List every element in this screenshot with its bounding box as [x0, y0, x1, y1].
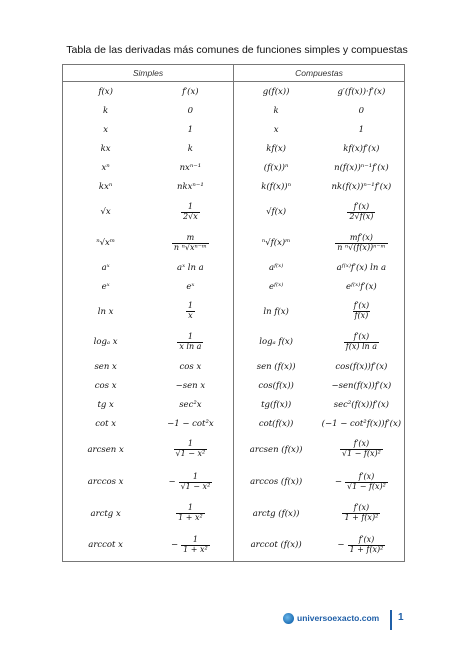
denominator: 2√f(x) [349, 211, 374, 221]
formula: x [103, 124, 109, 135]
formula: nk(f(x))ⁿ⁻¹f′(x) [331, 181, 392, 192]
table-cell [234, 101, 319, 120]
denominator: √1 − x² [180, 481, 211, 491]
table-cell [234, 529, 319, 561]
table-row [63, 277, 404, 296]
table-cell [63, 177, 148, 196]
formula: −sen x [175, 380, 206, 391]
table-cell [63, 228, 148, 258]
formula: f′(x) [182, 86, 199, 97]
fraction [177, 333, 203, 352]
table-cell [148, 327, 233, 357]
table-cell [234, 228, 319, 258]
formula: arcsen (f(x)) [249, 444, 303, 455]
formula: √x [100, 207, 111, 217]
formula: logₐ f(x) [259, 337, 293, 347]
numerator: f′(x) [353, 201, 370, 211]
formula: cos(f(x)) [258, 380, 294, 391]
numerator: 1 [192, 534, 198, 544]
footer-url[interactable]: universoexacto.com [297, 613, 380, 623]
denominator: 2√x [183, 211, 198, 221]
formula: nkxⁿ⁻¹ [176, 181, 204, 192]
denominator: 1 + f(x)² [344, 513, 379, 522]
formula: tg x [97, 399, 114, 410]
table-cell [319, 101, 404, 120]
formula: 0 [358, 105, 365, 116]
fraction [344, 333, 379, 352]
formula: −sen(f(x))f′(x) [331, 380, 392, 391]
table-row [63, 82, 404, 101]
table-cell [148, 414, 233, 433]
table-row [63, 177, 404, 196]
table-row [63, 228, 404, 258]
formula: g(f(x)) [262, 86, 290, 97]
table-cell [234, 376, 319, 395]
numerator: f′(x) [353, 301, 370, 311]
table-row [63, 120, 404, 139]
table-cell [234, 120, 319, 139]
table-cell [63, 139, 148, 158]
table-row [63, 357, 404, 376]
formula: aᶠ⁽ˣ⁾f′(x) ln a [336, 262, 387, 273]
numerator: f′(x) [353, 503, 370, 513]
denominator: x ln a [179, 341, 202, 351]
table-cell [63, 357, 148, 376]
fraction [340, 440, 383, 459]
denominator: f(x) [354, 311, 369, 320]
table-cell [234, 414, 319, 433]
denominator: 1 + f(x)² [349, 544, 384, 554]
formula: xⁿ [101, 162, 110, 173]
table-cell [148, 177, 233, 196]
table-cell [148, 82, 233, 101]
numerator: f′(x) [353, 439, 370, 449]
table-cell [63, 258, 148, 277]
formula: cos x [179, 361, 202, 372]
table-cell [234, 433, 319, 466]
denominator: f(x) ln a [345, 341, 378, 351]
minus-sign: − [168, 477, 176, 487]
formula: kxⁿ [98, 181, 113, 192]
table-cell [63, 101, 148, 120]
formula: 0 [187, 105, 194, 116]
table-cell [148, 376, 233, 395]
table-row [63, 327, 404, 357]
header-compuestas: Compuestas [295, 68, 343, 78]
table-cell [234, 258, 319, 277]
formula: kf(x) [266, 143, 286, 154]
table-row [63, 466, 404, 498]
table-cell [148, 357, 233, 376]
formula: ⁿ√xᵐ [96, 238, 116, 248]
globe-logo-icon [283, 613, 294, 624]
table-row [63, 395, 404, 414]
formula: n(f(x))ⁿ⁻¹f′(x) [334, 162, 389, 173]
table-row [63, 414, 404, 433]
table-cell [63, 414, 148, 433]
denominator: √1 − f(x)² [341, 449, 381, 458]
table-cell [148, 277, 233, 296]
formula: eˣ [101, 281, 110, 292]
formula: ln x [97, 306, 114, 317]
formula: eᶠ⁽ˣ⁾ [269, 281, 284, 292]
table-cell [148, 433, 233, 466]
numerator: 1 [187, 301, 193, 311]
fraction [348, 536, 386, 555]
table-cell [63, 82, 148, 101]
formula: 1 [187, 124, 194, 135]
table-cell [319, 357, 404, 376]
formula: cot(f(x)) [258, 418, 294, 429]
denominator: n ⁿ√xⁿ⁻ᵐ [173, 242, 207, 252]
table-cell [234, 158, 319, 177]
formula: kx [100, 143, 111, 154]
derivatives-table [62, 64, 405, 562]
formula: arctg x [90, 508, 121, 519]
table-body [63, 82, 404, 561]
table-row [63, 376, 404, 395]
formula: sec²(f(x))f′(x) [333, 399, 390, 410]
table-cell [234, 327, 319, 357]
formula: arccot (f(x)) [250, 540, 302, 550]
table-row [63, 139, 404, 158]
table-cell [148, 228, 233, 258]
table-cell [319, 258, 404, 277]
table-cell [63, 395, 148, 414]
table-cell [234, 177, 319, 196]
fraction [176, 504, 205, 523]
table-cell [63, 466, 148, 498]
numerator: 1 [187, 439, 193, 449]
table-cell [319, 177, 404, 196]
header-simples: Simples [63, 65, 234, 81]
table-row [63, 158, 404, 177]
table-cell [63, 277, 148, 296]
table-cell [63, 158, 148, 177]
table-cell [319, 395, 404, 414]
table-cell [63, 327, 148, 357]
table-cell [234, 296, 319, 327]
fraction [172, 234, 209, 253]
table-cell [319, 82, 404, 101]
table-row [63, 101, 404, 120]
page-title: Tabla de las derivadas más comunes de funciones simples y compuestas [66, 44, 408, 56]
numerator: 1 [187, 201, 193, 211]
table-cell [148, 395, 233, 414]
table-cell [148, 158, 233, 177]
table-cell [63, 376, 148, 395]
table-cell [319, 466, 404, 498]
fraction [181, 536, 210, 555]
formula: arccos x [87, 477, 124, 487]
table-row [63, 529, 404, 561]
table-cell [148, 529, 233, 561]
formula: g′(f(x))·f′(x) [337, 86, 386, 97]
table-cell [148, 498, 233, 529]
formula: √f(x) [266, 207, 287, 217]
numerator: f′(x) [353, 331, 370, 341]
table-cell [234, 395, 319, 414]
table-cell [234, 139, 319, 158]
table-cell [319, 498, 404, 529]
table-row [63, 258, 404, 277]
table-cell [234, 277, 319, 296]
table-cell [319, 414, 404, 433]
formula: ln f(x) [263, 306, 289, 317]
table-cell [319, 433, 404, 466]
denominator: n ⁿ√(f(x))ⁿ⁻ᵐ [337, 242, 386, 252]
table-cell [234, 82, 319, 101]
page-number: 1 [398, 612, 404, 623]
table-cell [63, 120, 148, 139]
table-cell [148, 196, 233, 228]
numerator: 1 [192, 471, 198, 481]
table-cell [234, 196, 319, 228]
table-row [63, 498, 404, 529]
formula: cot x [95, 418, 117, 429]
denominator: 1 + x² [178, 513, 203, 522]
numerator: 1 [187, 503, 193, 513]
table-cell [234, 466, 319, 498]
minus-sign: − [171, 540, 179, 550]
fraction [186, 302, 195, 321]
numerator: f′(x) [358, 471, 375, 481]
formula: sen x [94, 361, 117, 372]
table-cell [319, 296, 404, 327]
formula: x [273, 124, 279, 135]
formula: arccot x [88, 540, 123, 550]
formula: (−1 − cot²f(x))f′(x) [321, 418, 402, 429]
formula: eᶠ⁽ˣ⁾f′(x) [346, 281, 377, 292]
table-cell [319, 196, 404, 228]
table-cell [319, 327, 404, 357]
table-row [63, 196, 404, 228]
table-header [63, 65, 404, 82]
table-cell [234, 498, 319, 529]
formula: eˣ [186, 281, 195, 292]
table-cell [148, 258, 233, 277]
table-cell [63, 196, 148, 228]
fraction [342, 504, 380, 523]
formula: sen (f(x)) [256, 361, 296, 372]
table-cell [319, 139, 404, 158]
formula: arctg (f(x)) [252, 508, 300, 519]
formula: aᶠ⁽ˣ⁾ [269, 262, 284, 273]
minus-sign: − [334, 477, 342, 487]
minus-sign: − [337, 540, 345, 550]
formula: sec²x [179, 399, 202, 410]
table-cell [319, 376, 404, 395]
formula: k [103, 105, 109, 116]
numerator: m [186, 232, 195, 242]
fraction [345, 473, 388, 492]
denominator: x [188, 311, 193, 320]
table-cell [319, 277, 404, 296]
table-cell [319, 158, 404, 177]
footer-divider [390, 610, 392, 630]
formula: logₐ x [93, 337, 118, 347]
formula: k(f(x))ⁿ [261, 181, 292, 192]
formula: (f(x))ⁿ [263, 162, 289, 173]
table-cell [148, 466, 233, 498]
formula: arcsen x [87, 444, 124, 455]
formula: 1 [358, 124, 365, 135]
numerator: f′(x) [358, 534, 375, 544]
fraction [179, 473, 213, 492]
formula: −1 − cot²x [167, 418, 214, 429]
table-cell [63, 498, 148, 529]
fraction [335, 234, 387, 253]
denominator: 1 + x² [183, 544, 208, 554]
table-cell [234, 357, 319, 376]
denominator: √1 − f(x)² [346, 481, 386, 491]
formula: k [187, 143, 193, 154]
fraction [347, 203, 375, 222]
table-cell [63, 529, 148, 561]
table-cell [148, 139, 233, 158]
numerator: 1 [187, 331, 193, 341]
formula: aˣ [101, 262, 110, 273]
table-row [63, 433, 404, 466]
table-cell [319, 228, 404, 258]
table-cell [63, 433, 148, 466]
formula: f(x) [98, 86, 113, 97]
formula: kf(x)f′(x) [343, 143, 380, 154]
formula: aˣ ln a [177, 262, 204, 273]
table-cell [319, 529, 404, 561]
formula: k [273, 105, 279, 116]
table-cell [148, 120, 233, 139]
formula: ⁿ√f(x)ᵐ [261, 238, 291, 248]
table-cell [319, 120, 404, 139]
formula: arccos (f(x)) [250, 477, 303, 487]
fraction [181, 203, 200, 222]
formula: tg(f(x)) [261, 399, 292, 410]
formula: cos x [94, 380, 117, 391]
denominator: √1 − x² [175, 449, 206, 458]
table-row [63, 296, 404, 327]
numerator: mf′(x) [349, 232, 373, 242]
table-cell [148, 296, 233, 327]
formula: nxⁿ⁻¹ [179, 162, 202, 173]
table-cell [148, 101, 233, 120]
table-cell [63, 296, 148, 327]
formula: cos(f(x))f′(x) [335, 361, 388, 372]
fraction [174, 440, 208, 459]
fraction [352, 302, 372, 321]
